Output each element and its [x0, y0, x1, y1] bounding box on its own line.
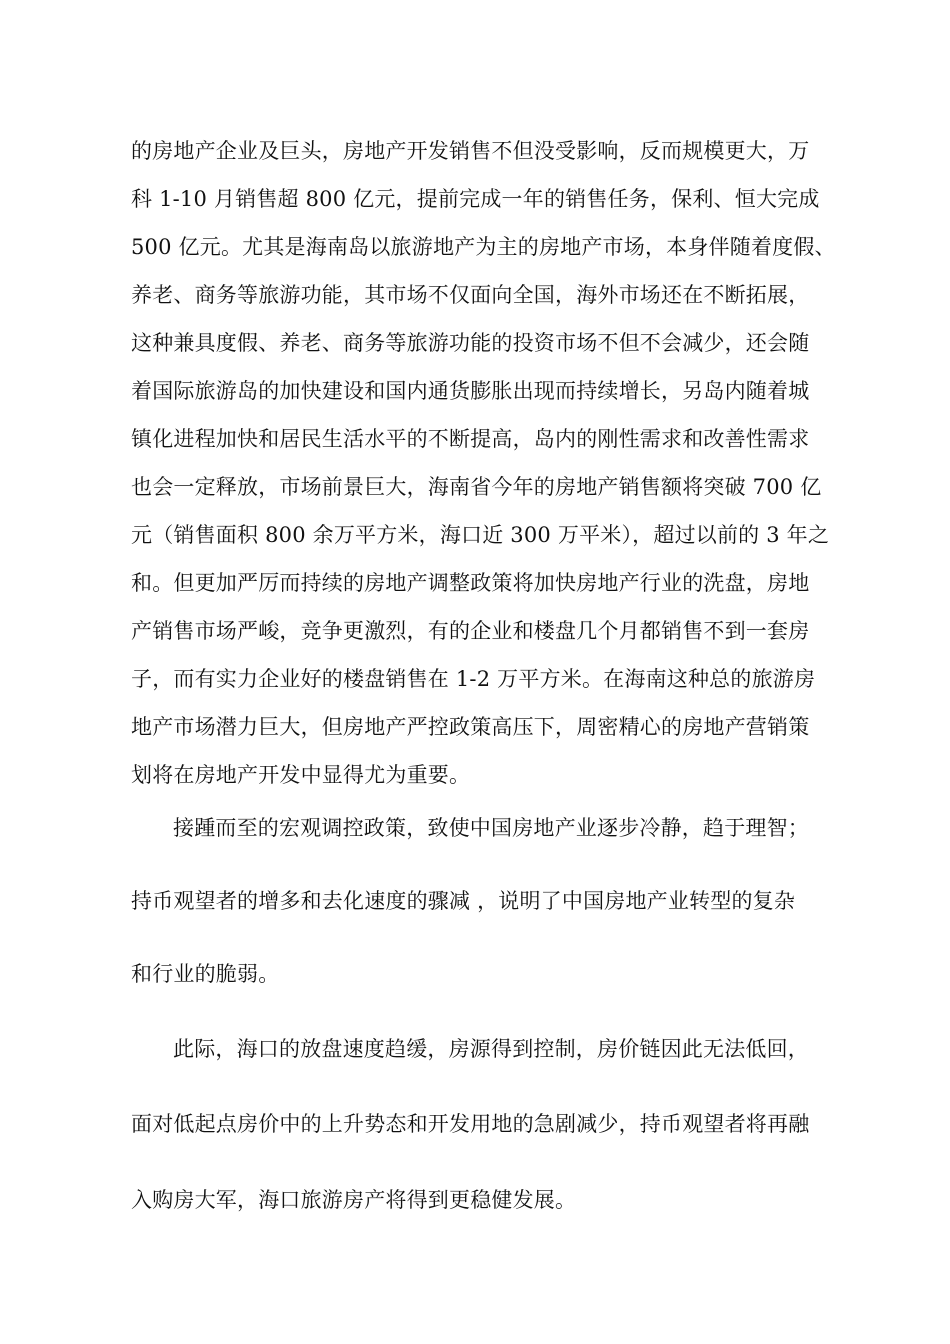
text-line-2: 科 1-10 月销售超 800 亿元，提前完成一年的销售任务，保利、恒大完成	[131, 187, 820, 211]
text-line-1: 的房地产企业及巨头，房地产开发销售不但没受影响，反而规模更大，万	[131, 139, 810, 163]
text-line-10: 和。但更加严厉而持续的房地产调整政策将加快房地产行业的洗盘，房地	[131, 571, 810, 595]
paragraph-3-line-2: 面对低起点房价中的上升势态和开发用地的急剧减少，持币观望者将再融	[131, 1112, 810, 1136]
text-line-6: 着国际旅游岛的加快建设和国内通货膨胀出现而持续增长，另岛内随着城	[131, 379, 810, 403]
text-line-12: 子，而有实力企业好的楼盘销售在 1-2 万平方米。在海南这种总的旅游房	[131, 667, 816, 691]
paragraph-2-line-1: 接踵而至的宏观调控政策，致使中国房地产业逐步冷静，趋于理智；	[173, 816, 809, 840]
paragraph-3-line-3: 入购房大军，海口旅游房产将得到更稳健发展。	[131, 1188, 577, 1212]
text-line-14: 划将在房地产开发中显得尤为重要。	[131, 763, 471, 787]
paragraph-2-line-3: 和行业的脆弱。	[131, 962, 280, 986]
text-line-7: 镇化进程加快和居民生活水平的不断提高，岛内的刚性需求和改善性需求	[131, 427, 810, 451]
text-line-9: 元（销售面积 800 余万平方米，海口近 300 万平米），超过以前的 3 年之	[131, 523, 830, 547]
text-line-13: 地产市场潜力巨大，但房地产严控政策高压下，周密精心的房地产营销策	[131, 715, 810, 739]
paragraph-3-line-1: 此际，海口的放盘速度趋缓，房源得到控制，房价链因此无法低回，	[173, 1037, 809, 1061]
text-line-4: 养老、商务等旅游功能，其市场不仅面向全国，海外市场还在不断拓展，	[131, 283, 810, 307]
text-line-8: 也会一定释放，市场前景巨大，海南省今年的房地产销售额将突破 700 亿	[131, 475, 822, 499]
paragraph-2-line-2: 持币观望者的增多和去化速度的骤减 ，说明了中国房地产业转型的复杂	[131, 889, 796, 913]
text-line-11: 产销售市场严峻，竞争更激烈，有的企业和楼盘几个月都销售不到一套房	[131, 619, 810, 643]
text-line-5: 这种兼具度假、养老、商务等旅游功能的投资市场不但不会减少，还会随	[131, 331, 810, 355]
text-line-3: 500 亿元。尤其是海南岛以旅游地产为主的房地产市场，本身伴随着度假、	[131, 235, 836, 259]
